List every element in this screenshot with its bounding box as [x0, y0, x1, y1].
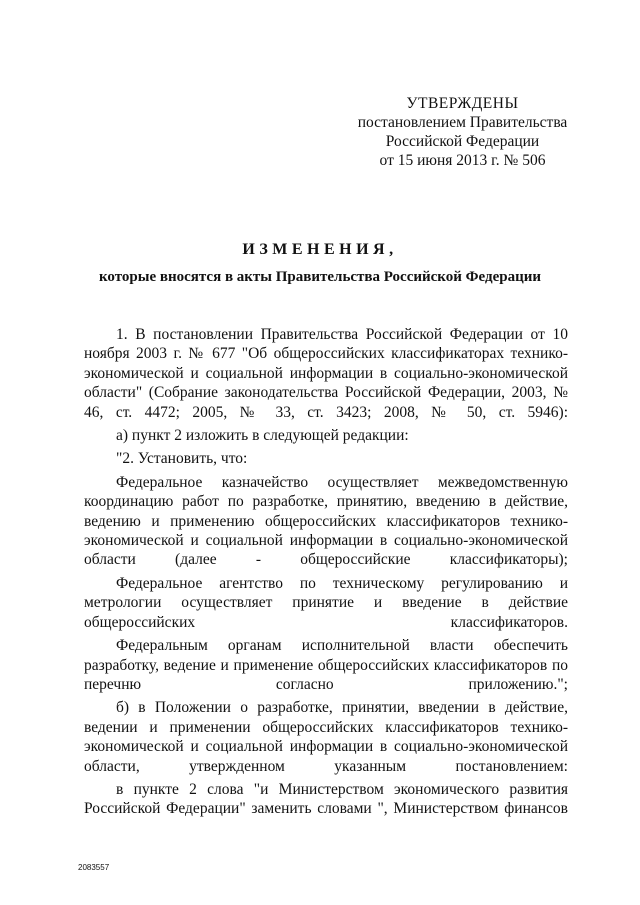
paragraph-a: а) пункт 2 изложить в следующей редакции: [116, 427, 409, 445]
approval-line-2: Российской Федерации [385, 133, 540, 150]
paragraph-quote-start: "2. Установить, что: [116, 450, 248, 468]
paragraph-treasury: Федеральное казначейство осуществляет межведомственную координацию работ по разработке, принятию, введению в действие, ведению и применению общероссийских классификаторов технико-экономической и социальной информации в социально-экономической области (далее - общероссийские классификаторы); [84, 473, 568, 569]
paragraph-1: 1. В постановлении Правительства Российской Федерации от 10 ноября 2003 г. № 677 "Об общероссийских классификаторах технико-экономической и социальной информации в социально-экономической области" (Собрание законодательства Российской Федерации, 2003, № 46, ст. 4472; 2005, № 33, ст. 3423; 2008, № 50, ст. 5946): [84, 326, 568, 421]
document-subtitle: которые вносятся в акты Правительства Российской Федерации [98, 269, 542, 285]
footer-code: 2083557 [78, 863, 110, 872]
paragraph-agency: Федеральное агентство по техническому регулированию и метрологии осуществляет принятие и введение в действие общероссийских классификаторов. [84, 574, 568, 631]
document-title: ИЗМЕНЕНИЯ, [242, 241, 398, 258]
document-body [84, 325, 568, 823]
approval-heading: УТВЕРЖДЕНЫ [406, 95, 519, 112]
paragraph-federal-organs: Федеральным органам исполнительной власти обеспечить разработку, ведение и применение общероссийских классификаторов по перечню согласно приложению."; [84, 637, 568, 693]
paragraph-item-2: в пункте 2 слова "и Министерством экономического развития Российской Федерации" заменить словами ", Министерством финансов [84, 780, 568, 818]
approval-line-3: от 15 июня 2013 г. № 506 [379, 152, 546, 169]
approval-block [330, 94, 595, 170]
approval-line-1: постановлением Правительства [357, 114, 568, 131]
paragraph-b: б) в Положении о разработке, принятии, введении в действие, ведении и применении общероссийских классификаторов технико-экономической и социальной информации в социально-экономической области, утвержденном указанным постановлением: [84, 699, 568, 775]
